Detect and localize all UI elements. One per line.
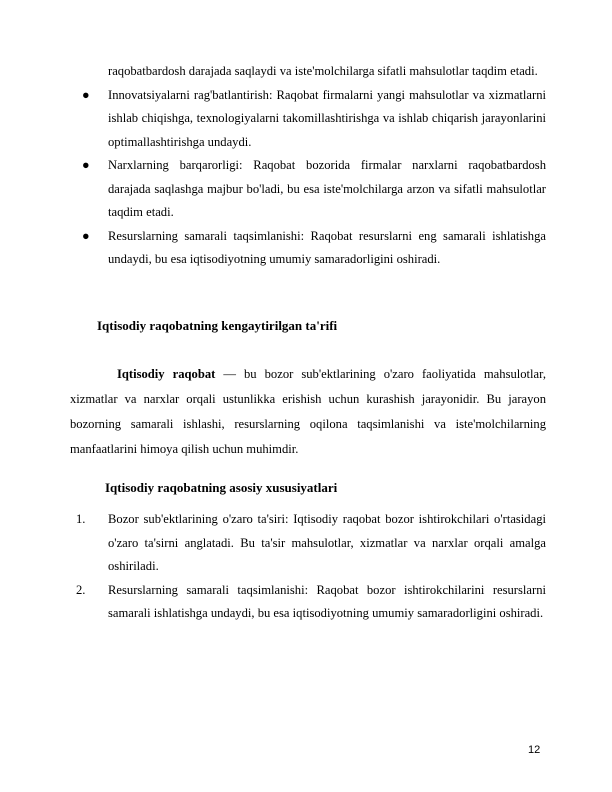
bullet-marker: ●: [82, 87, 90, 102]
bullet-marker: ●: [82, 158, 90, 172]
list-item: [56, 225, 546, 272]
numbered-list: [56, 508, 546, 626]
list-item: [56, 84, 546, 155]
section-heading: Iqtisodiy raqobatning asosiy xususiyatlari: [105, 480, 338, 495]
list-item: [56, 508, 546, 579]
page-number: 12: [528, 744, 541, 756]
number-marker: 1.: [76, 512, 86, 526]
definition-text: — bu bozor sub'ektlarining o'zaro faoliyatida mahsulotlar, xizmatlar va narxlar orqali ustunlikka erishish uchun kurashish jarayonidir. Bu jarayon bozorning samarali ishlashi, resurslarning oqilona taqsimlanishi va iste'molchilarning manfaatlarini himoya qilish uchun muhimdir.: [70, 367, 546, 456]
list-item: [56, 60, 546, 84]
number-marker: 2.: [76, 582, 86, 597]
section-heading: Iqtisodiy raqobatning kengaytirilgan ta'rifi: [97, 318, 338, 333]
bullet-marker: ●: [82, 228, 90, 243]
list-item-text: Bozor sub'ektlarining o'zaro ta'siri: Iqtisodiy raqobat bozor ishtirokchilari o'rtasidagi o'zaro ta'sirni anglatadi. Bu ta'sir mahsulotlar, xizmatlar va narxlar orqali amalga oshiriladi.: [108, 512, 546, 573]
list-item-text: Narxlarning barqarorligi: Raqobat bozorida firmalar narxlarni raqobatbardosh darajada saqlashga majbur bo'ladi, bu esa iste'molchilarga arzon va sifatli mahsulotlar taqdim etadi.: [108, 158, 546, 219]
definition-paragraph: [70, 362, 546, 462]
definition-term: Iqtisodiy raqobat: [117, 367, 216, 381]
list-item: [56, 579, 546, 626]
list-item-text: Resurslarning samarali taqsimlanishi: Raqobat resurslarni eng samarali ishlatishga undaydi, bu esa iqtisodiyotning umumiy samaradorligini oshiradi.: [108, 228, 546, 266]
list-item-text: raqobatbardosh darajada saqlaydi va iste'molchilarga sifatli mahsulotlar taqdim etadi.: [108, 64, 538, 78]
list-item: [56, 154, 546, 225]
list-item-text: Innovatsiyalarni rag'batlantirish: Raqobat firmalarni yangi mahsulotlar va xizmatlarni ishlab chiqishga, texnologiyalarni takomillashtirishga va ishlab chiqarish jarayonlarini optimallashtirishga undaydi.: [108, 87, 546, 149]
list-item-text: Resurslarning samarali taqsimlanishi: Raqobat bozor ishtirokchilarini resurslarni samarali ishlatishga undaydi, bu esa iqtisodiyotning umumiy samaradorligini oshiradi.: [108, 582, 546, 620]
bullet-list: [56, 60, 546, 272]
